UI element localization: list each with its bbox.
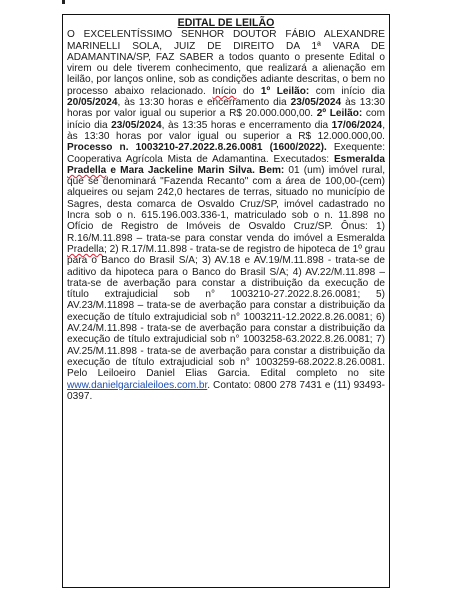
text-run: com início dia xyxy=(309,85,385,97)
spell-flag-inicio: Início xyxy=(212,85,237,97)
process-number: Processo n. 1003210-27.2022.8.26.0081 (1600/2022). xyxy=(67,142,327,154)
asset-description: 01 (um) imóvel rural, que se denominará "Fazenda Recanto" com a área de 100,00-(cem) alqueires ou sejam 242,0 hectares de terras, situado no município de Sagres, desta comarca de Osvaldo Cruz/SP, imóvel cadastrado no Incra sob o n. 615.196.003.336-1, matriculado sob o n. 11.898 no Ofício de Registro de Imóveis de Osvaldo Cruz/SP. Ônus: 1) R.16/M.11.898 – trata-se para constar venda do imóvel a Esmeralda xyxy=(67,164,385,244)
encumbrances-text: ; 2) R.17/M.11.898 - trata-se de registro de hipoteca de 1º grau para o Banco do Brasil S/A; 3) AV.18 e AV.19/M.11.898 - trata-se de aditivo da hipoteca para o Banco do Brasil S/A; 4) AV.22/M.11.898 – trata-se de averbação para constar a distribuição da execução de título extrajudicial sob n° 1003210-27.2022.8.26.0081; 5) AV.23/M.11898 – trata-se de averbação para constar a distribuição da execução de título extrajudicial sob n° 1003211-12.2022.8.26.0081; 6) AV.24/M.11.898 - trata-se de averbação para constar a distribuição da execução de título extrajudicial sob n° 1003258-63.2022.8.26.0081; 7) AV.25/M.11.898 - trata-se de averbação para constar a distribuição da execução de título extrajudicial sob n° 1003259-68.2022.8.26.0081. Pelo Leiloeiro Daniel Elias Garcia. Edital completo no site xyxy=(67,243,385,380)
text-run: com início dia xyxy=(67,108,385,131)
second-auction-end-date: 17/06/2024 xyxy=(331,119,383,131)
intro-text: O EXCELENTÍSSIMO SENHOR DOUTOR FÁBIO ALEXANDRE MARINELLI SOLA, JUIZ DE DIREITO DA 1ª VARA DE ADAMANTINA/SP, FAZ SABER a todos quanto o presente Edital o virem ou dele tiverem conhecimento, que realizará a alienação em leilão, por lanços online, sob as condições adiante descritas, o bem no processo abaixo relacionado. xyxy=(67,29,385,97)
text-run: , às 13:30 horas e encerramento dia xyxy=(117,97,291,109)
auction-notice xyxy=(67,18,385,402)
second-auction-start-date: 23/05/2024 xyxy=(111,119,162,131)
text-run: do xyxy=(236,85,261,97)
first-auction-start-date: 20/05/2024 xyxy=(67,97,118,109)
parties-text: Exequente: Cooperativa Agrícola Mista de Adamantina. Executados: xyxy=(67,142,385,165)
second-auction-minimum: , às 13:30 horas por valor igual ou superior a R$ 12.000.000,00. xyxy=(67,119,385,142)
spell-flag-pradella: Pradella xyxy=(67,164,107,176)
first-auction-end-date: 23/05/2024 xyxy=(290,97,342,109)
notice-body xyxy=(67,29,385,402)
notice-title: EDITAL DE LEILÃO xyxy=(177,17,275,29)
spell-flag-pradella-2: Pradella xyxy=(67,243,105,255)
text-run: , às 13:35 horas e encerramento dia xyxy=(161,119,332,131)
first-auction-label: 1º Leilão: xyxy=(260,85,310,97)
scan-speck xyxy=(62,0,65,4)
first-auction-minimum: às 13:30 horas por valor igual ou superior a R$ 20.000.000,00. xyxy=(67,97,386,120)
executed-name-and-asset-label: e Mara Jackeline Marin Silva. Bem: xyxy=(106,164,285,176)
second-auction-label: 2º Leilão: xyxy=(316,108,363,120)
contact-text: . Contato: 0800 278 7431 e (11) 93493-0397. xyxy=(67,379,385,402)
executed-name: Esmeralda xyxy=(333,153,385,165)
auctioneer-website-link[interactable]: www.danielgarcialeiloes.com.br xyxy=(67,379,208,391)
